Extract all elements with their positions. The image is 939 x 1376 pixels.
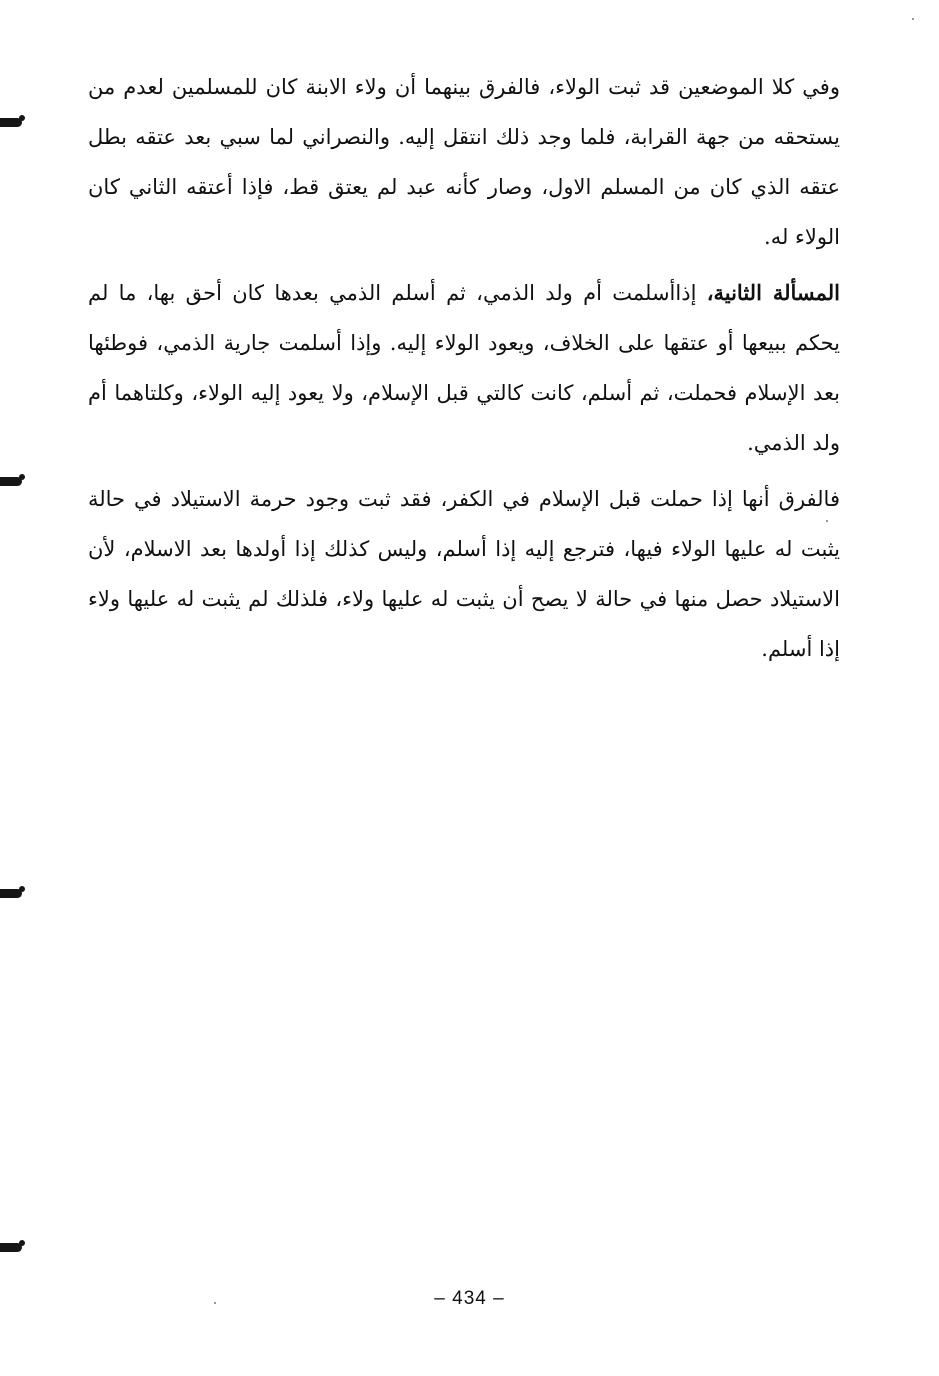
binding-hole-mark — [0, 118, 22, 127]
paragraph-1 — [88, 62, 840, 262]
paragraph-3 — [88, 474, 840, 674]
paragraph-text: وفي كلا الموضعين قد ثبت الولاء، فالفرق بينهما أن ولاء الابنة كان للمسلمين لعدم من يستحقه من جهة القرابة، فلما وجد ذلك انتقل إليه. والنصراني لما سبي بعد عتقه بطل عتقه الذي كان من المسلم الاول، وصار كأنه عبد لم يعتق قط، فإذا أعتقه الثاني كان الولاء له. — [88, 75, 841, 249]
scan-speck — [912, 18, 914, 20]
page-number: – 434 – — [434, 1288, 505, 1309]
paragraph-2 — [88, 268, 840, 468]
binding-hole-mark — [0, 1243, 22, 1252]
paragraph-lead: المسألة الثانية، — [706, 280, 840, 305]
binding-hole-mark — [0, 477, 22, 486]
paragraph-text: فالفرق أنها إذا حملت قبل الإسلام في الكفر، فقد ثبت وجود حرمة الاستيلاد في حالة يثبت له عليها الولاء فيها، فترجع إليه إذا أسلم، وليس كذلك إذا أولدها بعد الاسلام، لأن الاستيلاد حصل منها في حالة لا يصح أن يثبت له عليها ولاء، فلذلك لم يثبت له عليها ولاء إذا أسلم. — [88, 487, 840, 661]
paragraph-text: إذاأسلمت أم ولد الذمي، ثم أسلم الذمي بعدها كان أحق بها، ما لم يحكم ببيعها أو عتقها على الخلاف، ويعود الولاء إليه. وإذا أسلمت جارية الذمي، فوطئها بعد الإسلام فحملت، ثم أسلم، كانت كالتي قبل الإسلام، ولا يعود إليه الولاء، وكلتاهما أم ولد الذمي. — [88, 281, 840, 455]
body-text — [88, 62, 840, 680]
binding-hole-mark — [0, 889, 22, 898]
